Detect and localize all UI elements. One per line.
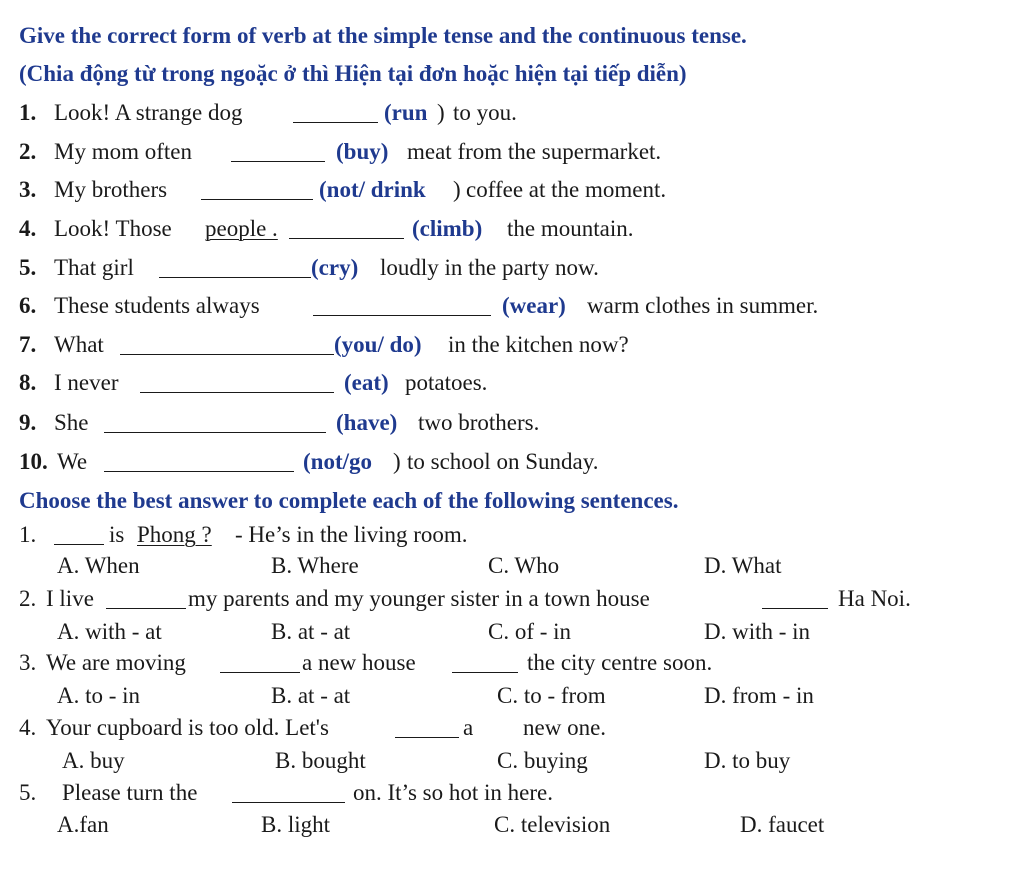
item-text-before: My brothers (54, 177, 168, 202)
answer-blank[interactable] (289, 218, 404, 239)
option-c[interactable]: C. of - in (488, 619, 572, 644)
item-number: 5. (19, 255, 37, 280)
answer-blank[interactable] (452, 652, 518, 673)
verb-hint: (wear) (502, 293, 566, 318)
question-text: Please turn the (62, 780, 198, 805)
question-text: new one. (523, 715, 607, 740)
section1-title: Give the correct form of verb at the simple tense and the continuous tense. (19, 23, 747, 48)
item-text-after: meat from the supermarket. (407, 139, 662, 164)
question-number: 2. (19, 586, 37, 611)
question-text: a new house (302, 650, 416, 675)
verb-hint: (eat) (344, 370, 389, 395)
answer-blank[interactable] (293, 102, 378, 123)
item-number: 1. (19, 100, 37, 125)
answer-blank[interactable] (104, 412, 326, 433)
item-number: 10. (19, 449, 48, 474)
option-d[interactable]: D. from - in (704, 683, 814, 708)
item-number: 9. (19, 410, 37, 435)
answer-blank[interactable] (54, 524, 104, 545)
option-a[interactable]: A. with - at (57, 619, 162, 644)
item-text-after: warm clothes in summer. (587, 293, 819, 318)
underlined-word: people . (205, 216, 278, 241)
item-text-before: What (54, 332, 104, 357)
item-text-before: We (57, 449, 88, 474)
question-number: 4. (19, 715, 37, 740)
question-text: my parents and my younger sister in a town house (188, 586, 650, 611)
answer-blank[interactable] (159, 257, 311, 278)
item-text-before: I never (54, 370, 119, 395)
question-text: I live (46, 586, 94, 611)
verb-close-paren: ) (393, 449, 401, 474)
question-text: Your cupboard is too old. Let's (46, 715, 329, 740)
item-text-after: two brothers. (418, 410, 540, 435)
verb-hint: (buy) (336, 139, 389, 164)
verb-hint: (you/ do) (334, 332, 422, 357)
item-text-after: potatoes. (405, 370, 488, 395)
question-text: is (109, 522, 125, 547)
item-text-after: in the kitchen now? (448, 332, 629, 357)
option-c[interactable]: C. buying (497, 748, 588, 773)
answer-blank[interactable] (106, 588, 186, 609)
item-number: 3. (19, 177, 37, 202)
item-number: 2. (19, 139, 37, 164)
item-number: 4. (19, 216, 37, 241)
section2-title: Choose the best answer to complete each of the following sentences. (19, 488, 679, 513)
question-number: 1. (19, 522, 37, 547)
option-d[interactable]: D. to buy (704, 748, 791, 773)
question-text: We are moving (46, 650, 186, 675)
item-text-after: to school on Sunday. (407, 449, 599, 474)
option-d[interactable]: D. with - in (704, 619, 811, 644)
item-number: 7. (19, 332, 37, 357)
answer-blank[interactable] (313, 295, 491, 316)
verb-close-paren: ) (437, 100, 445, 125)
underlined-word: Phong ? (137, 522, 212, 547)
option-a[interactable]: A. buy (62, 748, 125, 773)
option-a[interactable]: A. to - in (57, 683, 141, 708)
verb-hint: (not/go (303, 449, 372, 474)
answer-blank[interactable] (762, 588, 828, 609)
verb-hint: (have) (336, 410, 398, 435)
answer-blank[interactable] (201, 179, 313, 200)
answer-blank[interactable] (104, 451, 294, 472)
option-b[interactable]: B. Where (271, 553, 359, 578)
item-text-after: to you. (453, 100, 517, 125)
answer-blank[interactable] (220, 652, 300, 673)
answer-blank[interactable] (140, 372, 334, 393)
answer-blank[interactable] (395, 717, 459, 738)
verb-hint: (cry) (311, 255, 359, 280)
option-d[interactable]: D. faucet (740, 812, 825, 837)
question-number: 5. (19, 780, 37, 805)
verb-close-paren: ) (453, 177, 461, 202)
verb-hint: (run (384, 100, 428, 125)
item-text-before: These students always (54, 293, 260, 318)
answer-blank[interactable] (232, 782, 345, 803)
question-text: - He’s in the living room. (235, 522, 468, 547)
item-text-before: That girl (54, 255, 134, 280)
item-number: 6. (19, 293, 37, 318)
question-text: on. It’s so hot in here. (353, 780, 553, 805)
item-text-after: loudly in the party now. (380, 255, 599, 280)
question-text: the city centre soon. (527, 650, 713, 675)
option-d[interactable]: D. What (704, 553, 782, 578)
answer-blank[interactable] (231, 141, 325, 162)
option-c[interactable]: C. Who (488, 553, 560, 578)
item-number: 8. (19, 370, 37, 395)
verb-hint: (not/ drink (319, 177, 426, 202)
question-text: a (463, 715, 474, 740)
item-text-after: the mountain. (507, 216, 634, 241)
item-text-before: My mom often (54, 139, 192, 164)
item-text-before: Look! Those (54, 216, 172, 241)
option-c[interactable]: C. to - from (497, 683, 606, 708)
item-text-before: Look! A strange dog (54, 100, 243, 125)
option-b[interactable]: B. bought (275, 748, 366, 773)
question-text: Ha Noi. (838, 586, 911, 611)
option-c[interactable]: C. television (494, 812, 611, 837)
verb-hint: (climb) (412, 216, 483, 241)
question-number: 3. (19, 650, 37, 675)
answer-blank[interactable] (120, 334, 334, 355)
option-b[interactable]: B. light (261, 812, 331, 837)
item-text-before: She (54, 410, 89, 435)
option-b[interactable]: B. at - at (271, 683, 351, 708)
item-text-after: coffee at the moment. (466, 177, 667, 202)
option-b[interactable]: B. at - at (271, 619, 351, 644)
option-a[interactable]: A.fan (57, 812, 109, 837)
option-a[interactable]: A. When (57, 553, 140, 578)
section1-subtitle: (Chia động từ trong ngoặc ở thì Hiện tại đơn hoặc hiện tại tiếp diễn) (19, 61, 687, 86)
